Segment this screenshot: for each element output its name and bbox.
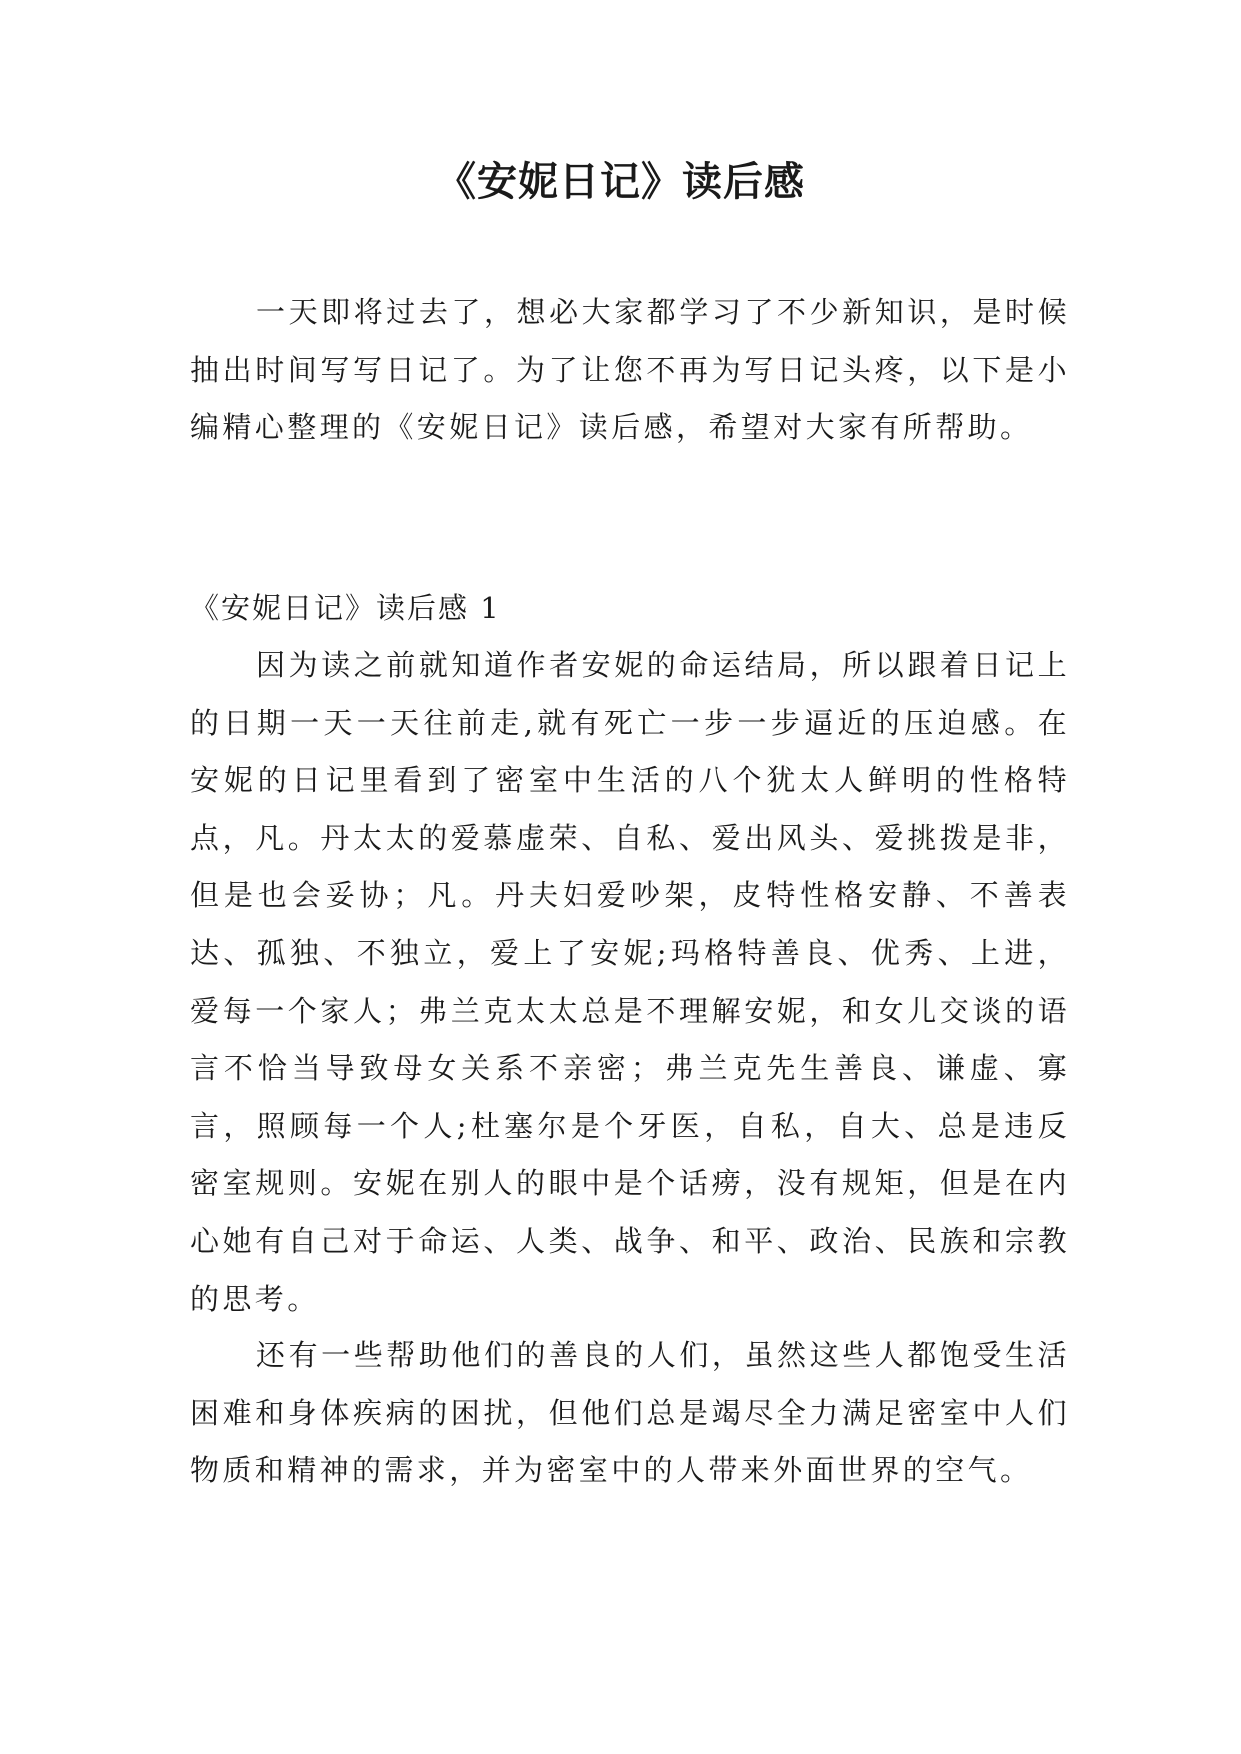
page-title: 《安妮日记》读后感 [436,159,805,205]
intro-paragraph: 一天即将过去了，想必大家都学习了不少新知识，是时候抽出时间写写日记了。为了让您不再为写日记头疼，以下是小编精心整理的《安妮日记》读后感，希望对大家有所帮助。 [190,295,1070,445]
body-paragraph: 还有一些帮助他们的善良的人们，虽然这些人都饱受生活困难和身体疾病的困扰，但他们总是竭尽全力满足密室中人们物质和精神的需求，并为密室中的人带来外面世界的空气。 [190,1338,1070,1488]
body-paragraph: 因为读之前就知道作者安妮的命运结局，所以跟着日记上的日期一天一天往前走,就有死亡一步一步逼近的压迫感。在安妮的日记里看到了密室中生活的八个犹太人鲜明的性格特点，凡。丹太太的爱慕虚荣、自私、爱出风头、爱挑拨是非，但是也会妥协；凡。丹夫妇爱吵架，皮特性格安静、不善表达、孤独、不独立，爱上了安妮;玛格特善良、优秀、上进，爱每一个家人；弗兰克太太总是不理解安妮，和女儿交谈的语言不恰当导致母女关系不亲密；弗兰克先生善良、谦虚、寡言，照顾每一个人;杜塞尔是个牙医，自私，自大、总是违反密室规则。安妮在别人的眼中是个话痨，没有规矩，但是在内心她有自己对于命运、人类、战争、和平、政治、民族和宗教的思考。 [190,648,1070,1316]
section-heading: 《安妮日记》读后感 1 [190,591,501,625]
